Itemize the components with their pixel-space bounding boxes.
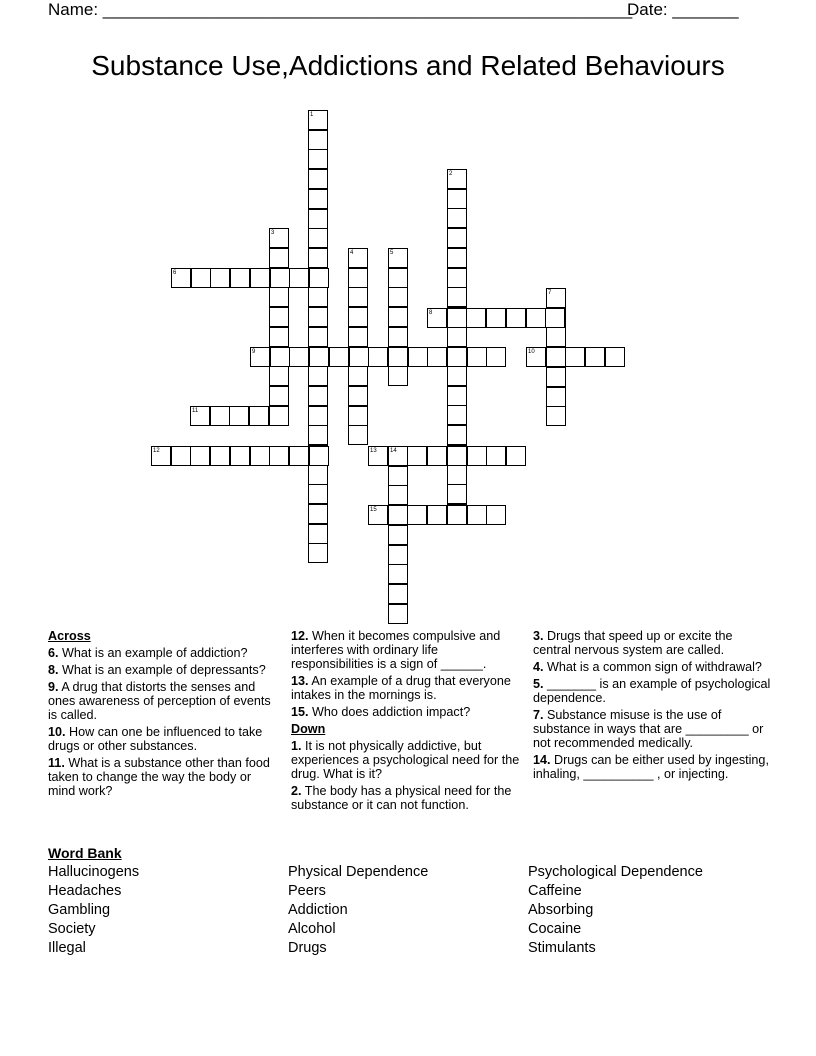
crossword-cell[interactable] <box>308 543 328 563</box>
clue <box>291 784 523 812</box>
cell-number: 10 <box>528 349 535 355</box>
word-bank-item: Addiction <box>288 902 348 918</box>
word-bank-item: Physical Dependence <box>288 864 429 880</box>
crossword-cell[interactable] <box>427 308 447 328</box>
crossword-cell[interactable] <box>368 347 388 367</box>
crossword-cell[interactable] <box>447 308 467 328</box>
clue-number: 3. <box>533 629 544 643</box>
crossword-cell[interactable] <box>388 366 408 386</box>
crossword-cell[interactable] <box>308 149 328 169</box>
word-bank-item: Society <box>48 921 96 937</box>
crossword-cell[interactable] <box>447 405 467 425</box>
clue-number: 2. <box>291 784 302 798</box>
crossword-cell[interactable] <box>368 505 388 525</box>
word-bank-item: Psychological Dependence <box>528 864 703 880</box>
cell-number: 13 <box>370 448 377 454</box>
crossword-cell[interactable] <box>585 347 605 367</box>
clue <box>533 753 773 781</box>
word-bank-item: Gambling <box>48 902 111 918</box>
date-field-label: Date: _______ <box>627 0 739 19</box>
crossword-cell[interactable] <box>269 248 289 268</box>
crossword-cell[interactable] <box>289 347 309 367</box>
across-heading: Across <box>48 629 91 643</box>
crossword-cell[interactable] <box>447 287 467 307</box>
down-heading: Down <box>291 722 326 736</box>
cell-number: 6 <box>173 270 177 276</box>
crossword-cell[interactable] <box>447 208 467 228</box>
word-bank-item: Alcohol <box>288 921 336 937</box>
crossword-cell[interactable] <box>368 446 388 466</box>
crossword-cell[interactable] <box>210 268 230 288</box>
clue-number: 1. <box>291 739 302 753</box>
clue-text: What is an example of depressants? <box>62 663 266 677</box>
crossword-cell[interactable] <box>230 268 250 288</box>
crossword-cell[interactable] <box>388 485 408 505</box>
crossword-cell[interactable] <box>388 446 408 466</box>
crossword-cell[interactable] <box>270 268 290 288</box>
crossword-cell[interactable] <box>447 248 467 268</box>
crossword-cell[interactable] <box>348 406 368 426</box>
crossword-cell[interactable] <box>486 308 506 328</box>
crossword-cell[interactable] <box>546 406 566 426</box>
crossword-cell[interactable] <box>308 307 328 327</box>
crossword-cell[interactable] <box>388 525 408 545</box>
crossword-cell[interactable] <box>486 505 506 525</box>
crossword-cell[interactable] <box>506 308 526 328</box>
clue-number: 6. <box>48 646 59 660</box>
crossword-cell[interactable] <box>388 604 408 624</box>
crossword-cell[interactable] <box>308 484 328 504</box>
clue-number: 11. <box>48 756 65 770</box>
clue <box>533 708 773 750</box>
word-bank-item: Caffeine <box>528 883 582 899</box>
crossword-cell[interactable] <box>467 347 487 367</box>
crossword-cell[interactable] <box>269 366 289 386</box>
clue-text: When it becomes compulsive and interferes with ordinary life responsibilities is a sign of ______. <box>291 629 501 671</box>
crossword-cell[interactable] <box>546 387 566 407</box>
crossword-cell[interactable] <box>308 327 328 347</box>
crossword-cell[interactable] <box>348 425 368 445</box>
clue-number: 12. <box>291 629 309 643</box>
crossword-cell[interactable] <box>308 248 328 268</box>
crossword-cell[interactable] <box>348 386 368 406</box>
crossword-cell[interactable] <box>545 308 565 328</box>
crossword-cell[interactable] <box>447 465 467 485</box>
clues-column-2 <box>291 629 523 815</box>
clue <box>291 629 523 671</box>
crossword-cell[interactable] <box>348 307 368 327</box>
clue-number: 4. <box>533 660 544 674</box>
crossword-cell[interactable] <box>427 347 447 367</box>
crossword-cell[interactable] <box>565 347 585 367</box>
word-bank-item: Drugs <box>288 940 327 956</box>
crossword-cell[interactable] <box>270 347 290 367</box>
crossword-cell[interactable] <box>348 248 368 268</box>
clue-text: Substance misuse is the use of substance in ways that are _________ or not recommended medically. <box>533 708 764 750</box>
crossword-cell[interactable] <box>171 446 191 466</box>
crossword-cell[interactable] <box>427 446 447 466</box>
crossword-cell[interactable] <box>329 347 349 367</box>
word-bank-item: Hallucinogens <box>48 864 140 880</box>
crossword-cell[interactable] <box>447 347 467 367</box>
crossword-cell[interactable] <box>388 564 408 584</box>
clue <box>291 705 523 719</box>
crossword-cell[interactable] <box>308 228 328 248</box>
crossword-cell[interactable] <box>348 366 368 386</box>
cell-number: 3 <box>271 230 275 236</box>
crossword-cell[interactable] <box>308 366 328 386</box>
crossword-cell[interactable] <box>467 505 487 525</box>
crossword-cell[interactable] <box>447 505 467 525</box>
clue-text: What is a substance other than food taken to change the way the body or mind work? <box>48 756 270 798</box>
crossword-cell[interactable] <box>249 406 269 426</box>
clue-text: Drugs can be either used by ingesting, inhaling, __________ , or injecting. <box>533 753 769 781</box>
crossword-cell[interactable] <box>308 169 328 189</box>
word-bank-column-2 <box>288 863 428 958</box>
clue-text: _______ is an example of psychological dependence. <box>533 677 771 705</box>
crossword-cell[interactable] <box>308 110 328 130</box>
crossword-cell[interactable] <box>308 504 328 524</box>
crossword-cell[interactable] <box>486 446 506 466</box>
crossword-cell[interactable] <box>348 268 368 288</box>
clue <box>48 646 280 660</box>
crossword-cell[interactable] <box>447 446 467 466</box>
cell-number: 1 <box>310 112 314 118</box>
crossword-cell[interactable] <box>289 268 309 288</box>
cell-number: 7 <box>548 290 552 296</box>
crossword-cell[interactable] <box>191 268 211 288</box>
crossword-cell[interactable] <box>388 327 408 347</box>
crossword-cell[interactable] <box>447 268 467 288</box>
crossword-cell[interactable] <box>250 347 270 367</box>
clues-column-1 <box>48 629 280 801</box>
clue <box>291 674 523 702</box>
crossword-cell[interactable] <box>308 425 328 445</box>
clue-number: 9. <box>48 680 59 694</box>
clue <box>533 629 773 657</box>
crossword-cell[interactable] <box>349 347 369 367</box>
cell-number: 12 <box>153 448 160 454</box>
word-bank-item: Cocaine <box>528 921 582 937</box>
crossword-cell[interactable] <box>269 446 289 466</box>
clue-number: 8. <box>48 663 59 677</box>
clue <box>533 660 773 674</box>
page-title: Substance Use,Addictions and Related Behaviours <box>91 50 725 81</box>
crossword-cell[interactable] <box>605 347 625 367</box>
crossword-cell[interactable] <box>388 287 408 307</box>
name-field-label: Name: ________________________________________________________ <box>48 0 633 19</box>
crossword-cell[interactable] <box>308 465 328 485</box>
crossword-cell[interactable] <box>407 446 427 466</box>
crossword-cell[interactable] <box>447 228 467 248</box>
clue-number: 7. <box>533 708 544 722</box>
crossword-cell[interactable] <box>309 268 329 288</box>
crossword-cell[interactable] <box>546 367 566 387</box>
crossword-cell[interactable] <box>308 189 328 209</box>
crossword-cell[interactable] <box>309 347 329 367</box>
clue-number: 10. <box>48 725 66 739</box>
clue <box>48 725 280 753</box>
clue-text: The body has a physical need for the substance or it can not function. <box>291 784 512 812</box>
crossword-cell[interactable] <box>250 268 270 288</box>
crossword-cell[interactable] <box>250 446 270 466</box>
crossword-cell[interactable] <box>447 386 467 406</box>
crossword-cell[interactable] <box>526 308 546 328</box>
clue <box>48 756 280 798</box>
crossword-cell[interactable] <box>308 524 328 544</box>
crossword-cell[interactable] <box>546 288 566 308</box>
crossword-cell[interactable] <box>388 248 408 268</box>
crossword-cell[interactable] <box>388 505 408 525</box>
crossword-cell[interactable] <box>289 446 309 466</box>
cell-number: 15 <box>370 507 377 513</box>
crossword-cell[interactable] <box>210 446 230 466</box>
crossword-cell[interactable] <box>506 446 526 466</box>
cell-number: 5 <box>390 250 394 256</box>
crossword-cell[interactable] <box>269 307 289 327</box>
cell-number: 14 <box>390 448 397 454</box>
crossword-cell[interactable] <box>269 327 289 347</box>
crossword-cell[interactable] <box>269 287 289 307</box>
crossword-cell[interactable] <box>388 307 408 327</box>
crossword-cell[interactable] <box>348 327 368 347</box>
cell-number: 11 <box>192 408 199 414</box>
crossword-cell[interactable] <box>447 484 467 504</box>
crossword-cell[interactable] <box>407 505 427 525</box>
crossword-cell[interactable] <box>229 406 249 426</box>
crossword-cell[interactable] <box>308 130 328 150</box>
crossword-cell[interactable] <box>408 347 428 367</box>
clue-text: What is an example of addiction? <box>62 646 248 660</box>
crossword-cell[interactable] <box>388 268 408 288</box>
word-bank-item: Illegal <box>48 940 86 956</box>
crossword-cell[interactable] <box>308 287 328 307</box>
crossword-cell[interactable] <box>269 406 289 426</box>
clue-text: Who does addiction impact? <box>312 705 471 719</box>
crossword-cell[interactable] <box>308 209 328 229</box>
word-bank-column-1 <box>48 863 139 958</box>
crossword-cell[interactable] <box>190 446 210 466</box>
clue-number: 5. <box>533 677 544 691</box>
crossword-cell[interactable] <box>388 584 408 604</box>
clue-text: What is a common sign of withdrawal? <box>547 660 762 674</box>
crossword-cell[interactable] <box>269 228 289 248</box>
clue <box>533 677 773 705</box>
word-bank-title: Word Bank <box>48 845 122 861</box>
crossword-cell[interactable] <box>447 425 467 445</box>
clue <box>291 739 523 781</box>
clue-number: 15. <box>291 705 309 719</box>
crossword-cell[interactable] <box>467 446 487 466</box>
word-bank-column-3 <box>528 863 703 958</box>
crossword-cell[interactable] <box>486 347 506 367</box>
crossword-cell[interactable] <box>308 406 328 426</box>
crossword-cell[interactable] <box>309 446 329 466</box>
clue-number: 14. <box>533 753 551 767</box>
crossword-cell[interactable] <box>388 545 408 565</box>
crossword-cell[interactable] <box>427 505 447 525</box>
crossword-cell[interactable] <box>447 189 467 209</box>
word-bank-item: Stimulants <box>528 940 596 956</box>
crossword-cell[interactable] <box>348 287 368 307</box>
crossword-cell[interactable] <box>230 446 250 466</box>
word-bank-item: Headaches <box>48 883 122 899</box>
clue-text: Drugs that speed up or excite the central nervous system are called. <box>533 629 733 657</box>
crossword-cell[interactable] <box>388 466 408 486</box>
crossword-cell[interactable] <box>151 446 171 466</box>
crossword-cell[interactable] <box>546 347 566 367</box>
clue-number: 13. <box>291 674 309 688</box>
crossword-cell[interactable] <box>190 406 210 426</box>
cell-number: 4 <box>350 250 354 256</box>
word-bank-item: Absorbing <box>528 902 594 918</box>
crossword-cell[interactable] <box>447 366 467 386</box>
crossword-cell[interactable] <box>447 169 467 189</box>
clues-column-3 <box>533 629 773 784</box>
cell-number: 9 <box>252 349 256 355</box>
clue <box>48 663 280 677</box>
crossword-cell[interactable] <box>171 268 191 288</box>
clue <box>48 680 280 722</box>
cell-number: 2 <box>449 171 453 177</box>
clue-text: How can one be influenced to take drugs or other substances. <box>48 725 263 753</box>
crossword-cell[interactable] <box>526 347 546 367</box>
clue-text: It is not physically addictive, but experiences a psychological need for the drug. What is it? <box>291 739 520 781</box>
crossword-cell[interactable] <box>269 386 289 406</box>
crossword-cell[interactable] <box>388 347 408 367</box>
clue-text: An example of a drug that everyone intakes in the mornings is. <box>291 674 511 702</box>
clue-text: A drug that distorts the senses and ones awareness of perception of events is called. <box>48 680 271 722</box>
crossword-cell[interactable] <box>308 386 328 406</box>
crossword-cell[interactable] <box>210 406 230 426</box>
crossword-cell[interactable] <box>447 327 467 347</box>
word-bank-item: Peers <box>288 883 326 899</box>
crossword-cell[interactable] <box>546 327 566 347</box>
cell-number: 8 <box>429 310 433 316</box>
crossword-cell[interactable] <box>466 308 486 328</box>
